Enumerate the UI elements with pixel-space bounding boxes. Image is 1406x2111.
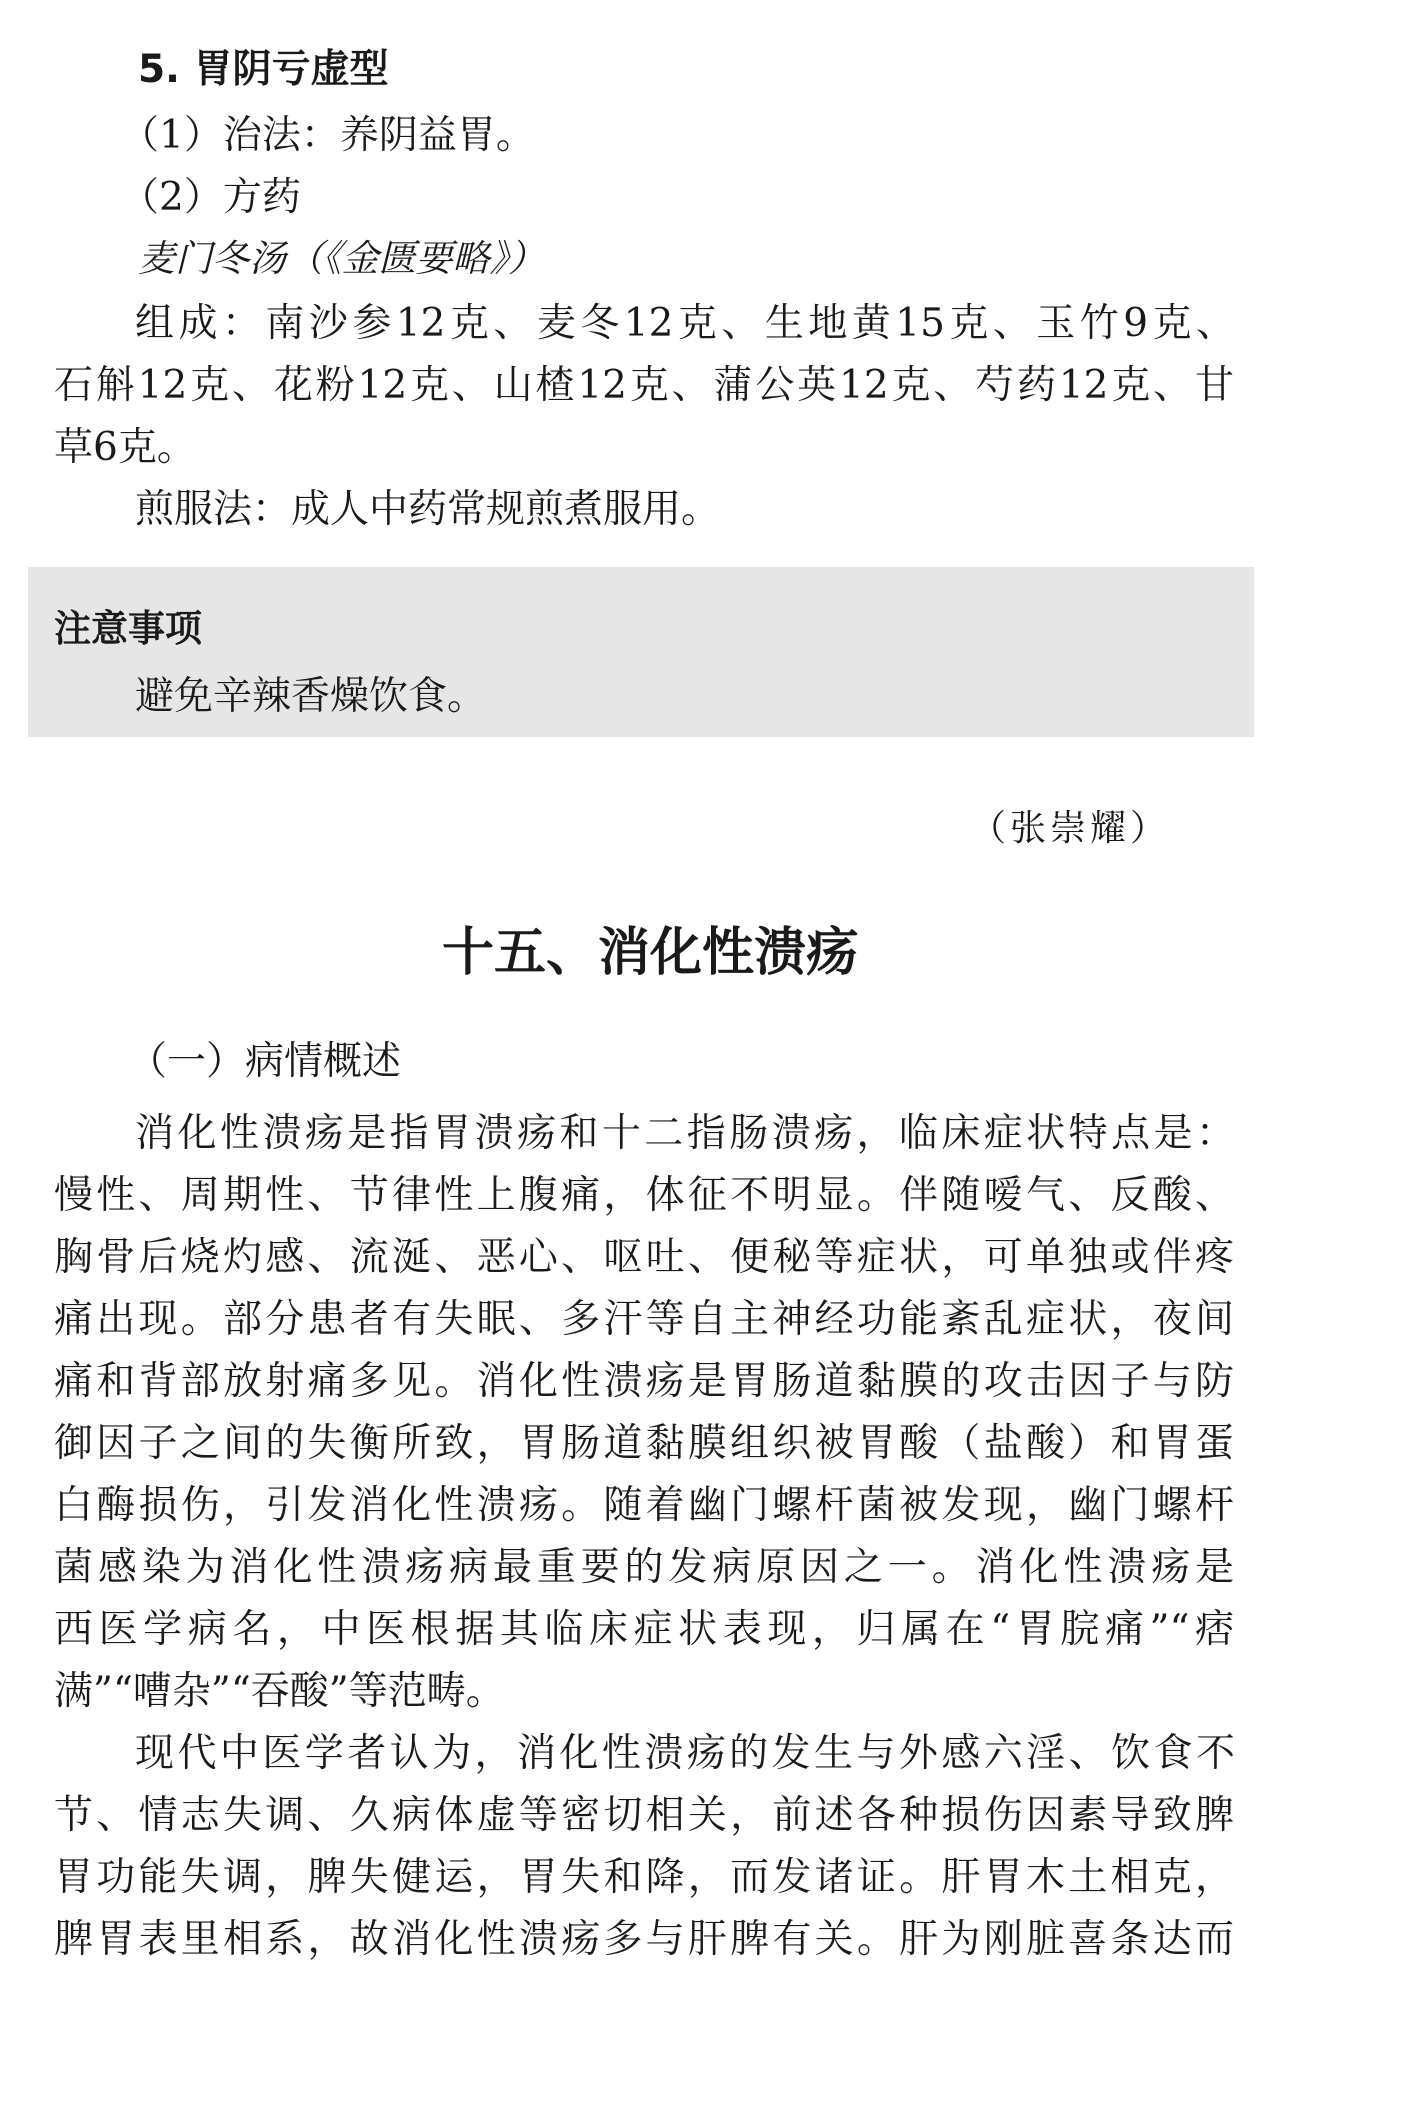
section-title: （一）病情概述 bbox=[128, 1039, 402, 1084]
composition-line: 组成：南沙参12克、麦冬12克、生地黄15克、玉竹9克、 bbox=[135, 301, 1235, 346]
decoction-line: 煎服法：成人中药常规煎煮服用。 bbox=[135, 487, 721, 532]
author-credit: （张崇耀） bbox=[970, 808, 1171, 849]
prescription-label: （2）方药 bbox=[120, 175, 301, 220]
composition-line: 草6克。 bbox=[54, 425, 196, 470]
paragraph-line: 御因子之间的失衡所致，胃肠道黏膜组织被胃酸（盐酸）和胃蛋 bbox=[54, 1421, 1234, 1466]
paragraph-line: 脾胃表里相系，故消化性溃疡多与肝脾有关。肝为刚脏喜条达而 bbox=[54, 1917, 1234, 1962]
paragraph-line: 慢性、周期性、节律性上腹痛，体征不明显。伴随嗳气、反酸、 bbox=[54, 1173, 1234, 1218]
chapter-title: 十五、消化性溃疡 bbox=[441, 923, 858, 983]
formula-name: 麦门冬汤（《金匮要略》） bbox=[138, 237, 545, 280]
composition-line: 石斛12克、花粉12克、山楂12克、蒲公英12克、芍药12克、甘 bbox=[54, 363, 1234, 408]
paragraph-line: 节、情志失调、久病体虚等密切相关，前述各种损伤因素导致脾 bbox=[54, 1793, 1234, 1838]
paragraph-line: 西医学病名，中医根据其临床症状表现，归属在“胃脘痛”“痞 bbox=[54, 1607, 1234, 1652]
notice-title: 注意事项 bbox=[54, 607, 202, 650]
paragraph-line: 白酶损伤，引发消化性溃疡。随着幽门螺杆菌被发现，幽门螺杆 bbox=[54, 1483, 1234, 1528]
treatment-line: （1）治法：养阴益胃。 bbox=[120, 113, 535, 158]
paragraph-line: 菌感染为消化性溃疡病最重要的发病原因之一。消化性溃疡是 bbox=[54, 1545, 1234, 1590]
paragraph-line: 痛和背部放射痛多见。消化性溃疡是胃肠道黏膜的攻击因子与防 bbox=[54, 1359, 1234, 1404]
paragraph-line: 消化性溃疡是指胃溃疡和十二指肠溃疡，临床症状特点是： bbox=[135, 1111, 1235, 1156]
paragraph-line: 满”“嘈杂”“吞酸”等范畴。 bbox=[54, 1669, 505, 1714]
notice-text: 避免辛辣香燥饮食。 bbox=[135, 674, 487, 719]
paragraph-line: 胃功能失调，脾失健运，胃失和降，而发诸证。肝胃木土相克， bbox=[54, 1855, 1234, 1900]
paragraph-line: 现代中医学者认为，消化性溃疡的发生与外感六淫、饮食不 bbox=[135, 1731, 1235, 1776]
paragraph-line: 痛出现。部分患者有失眠、多汗等自主神经功能紊乱症状，夜间 bbox=[54, 1297, 1234, 1342]
paragraph-line: 胸骨后烧灼感、流涎、恶心、呕吐、便秘等症状，可单独或伴疼 bbox=[54, 1235, 1234, 1280]
subsection-heading: 5. 胃阴亏虚型 bbox=[138, 47, 389, 92]
